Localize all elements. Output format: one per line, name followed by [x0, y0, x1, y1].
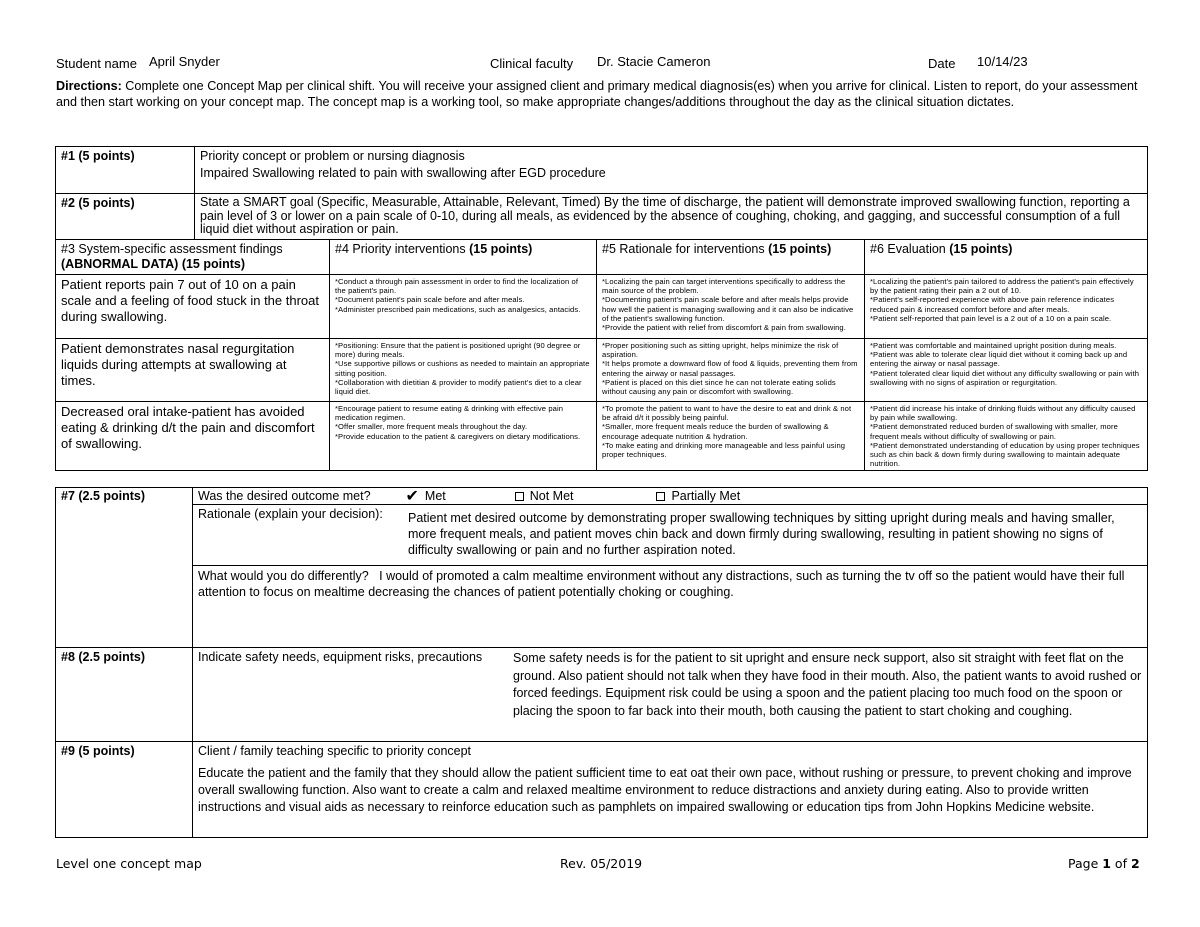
rationale-3-item: *Smaller, more frequent meals reduce the burden of swallowing & encourage adequate nutrition & hydration. — [602, 422, 829, 441]
col3-header-text: #3 System-specific assessment findings — [61, 242, 283, 256]
safety-row — [193, 648, 1148, 742]
rationale-1 — [597, 275, 865, 339]
rationale-2 — [597, 339, 865, 402]
col3-header-bold: (ABNORMAL DATA) (15 points) — [61, 257, 246, 271]
intervention-3-item: *Provide education to the patient & caregivers on dietary modifications. — [335, 431, 581, 441]
intervention-1-item: *Document patient's pain scale before and after meals. — [335, 295, 525, 305]
evaluation-2-item: *Patient was able to tolerate clear liquid diet without it coming back up and entering the airway or nasal passage. — [870, 350, 1128, 369]
finding-2: Patient demonstrates nasal regurgitation liquids during attempts at swallowing at times. — [56, 339, 330, 402]
teaching-title: Client / family teaching specific to priority concept — [198, 744, 472, 758]
section2-label: #2 (5 points) — [56, 194, 195, 240]
section1-title: Priority concept or problem or nursing diagnosis — [200, 149, 465, 163]
intervention-1-item: *Administer prescribed pain medications, such as analgesics, antacids. — [335, 304, 581, 314]
intervention-3-item: *Encourage patient to resume eating & drinking with effective pain medication regimen. — [335, 404, 564, 423]
col6-header-text: #6 Evaluation — [870, 242, 946, 256]
finding-1: Patient reports pain 7 out of 10 on a pain scale and a feeling of food stuck in the throat during swallowing. — [56, 275, 330, 339]
col4-header — [330, 240, 597, 275]
date-value: 10/14/23 — [977, 54, 1028, 69]
rationale-text: Patient met desired outcome by demonstrating proper swallowing techniques by sitting upright during meals and having smaller, more frequent meals, and patient moves chin back and down firmly during swallowing, resulting in patient showing no signs of difficulty swallowing or pain and no further aspiration noted. — [408, 511, 1115, 557]
option-not-met[interactable]: Not Met — [529, 489, 574, 503]
col4-header-bold: (15 points) — [469, 242, 533, 256]
section7-label: #7 (2.5 points) — [56, 488, 193, 648]
section1-content — [195, 147, 1148, 194]
intervention-2-item: *Positioning: Ensure that the patient is positioned upright (90 degree or more) during meals. — [335, 341, 581, 360]
outcome-table — [55, 487, 1148, 838]
intervention-1 — [330, 275, 597, 339]
section1-label: #1 (5 points) — [56, 147, 195, 194]
intervention-2-item: *Collaboration with dietitian & provider to modify patient's diet to a clear liquid diet. — [335, 377, 582, 397]
date-label: Date — [928, 56, 956, 71]
finding-3: Decreased oral intake-patient has avoided eating & drinking d/t the pain and discomfort of swallowing. — [56, 402, 330, 471]
col3-header — [56, 240, 330, 275]
rationale-2-item: *Proper positioning such as sitting upright, helps minimize the risk of aspiration. — [602, 341, 839, 360]
section9-label: #9 (5 points) — [56, 742, 193, 838]
col6-header — [865, 240, 1148, 275]
evaluation-1 — [865, 275, 1148, 339]
teaching-text: Educate the patient and the family that they should allow the patient sufficient time to eat oat their own pace, without rushing or pressure, to prevent choking and improve overall swallowing function. Also want to create a calm and relaxed mealtime environment to reduce distractions and anxiety during eating. Also to provide written instructions and visual aids as necessary to reinforce education such as pamphlets on impaired swallowing or education tips from John Hopkins Medicine website. — [198, 766, 1132, 814]
rationale-3-item: *To promote the patient to want to have the desire to eat and drink & not be afraid d/t it possibly being painful. — [602, 404, 852, 423]
option-met[interactable]: Met — [424, 489, 446, 503]
page-of: of — [1110, 856, 1131, 871]
rationale-1-item: *Documenting patient's pain scale before and after meals helps provide how well the patient is managing swallowing and it can also be indicative of the patient's swallowing function. — [602, 295, 854, 323]
evaluation-2 — [865, 339, 1148, 402]
page-total: 2 — [1130, 856, 1140, 871]
directions — [56, 79, 1148, 110]
footer-revision: Rev. 05/2019 — [560, 856, 643, 871]
rationale-label: Rationale (explain your decision): — [198, 507, 383, 521]
differently-label: What would you do differently? — [198, 569, 369, 583]
col4-header-text: #4 Priority interventions — [335, 242, 466, 256]
evaluation-1-item: *Patient self-reported that pain level is a 2 out of a 10 on a pain scale. — [870, 313, 1112, 323]
checkbox-not-met[interactable] — [515, 492, 524, 501]
rationale-2-item: *Patient is placed on this diet since he can not tolerate eating solids without causing any pain or discomfort with swallowing. — [602, 377, 836, 397]
evaluation-3-item: *Patient did increase his intake of drinking fluids without any difficulty caused by pain while swallowing. — [870, 404, 1136, 423]
check-icon[interactable]: ✔ — [405, 487, 419, 505]
rationale-1-item: *Provide the patient with relief from discomfort & pain from swallowing. — [602, 323, 846, 333]
evaluation-1-item: *Localizing the patient's pain tailored to address the patient's pain effectively by the patient rating their pain a 2 out of 10. — [870, 277, 1134, 296]
evaluation-3-item: *Patient demonstrated reduced burden of swallowing with smaller, more frequent meals without difficulty of swallowing or pain. — [870, 422, 1118, 441]
teaching-row — [193, 742, 1148, 838]
footer-page — [1068, 856, 1140, 871]
clinical-faculty-value: Dr. Stacie Cameron — [597, 54, 711, 69]
outcome-question: Was the desired outcome met? — [198, 489, 371, 503]
intervention-2 — [330, 339, 597, 402]
clinical-faculty-label: Clinical faculty — [490, 56, 574, 71]
section8-label: #8 (2.5 points) — [56, 648, 193, 742]
rationale-3-item: *To make eating and drinking more manageable and less painful using proper techniques. — [602, 440, 846, 460]
checkbox-partially-met[interactable] — [656, 492, 665, 501]
differently-text: I would of promoted a calm mealtime environment without any distractions, such as turning the tv off so the patient would have their full attention to focus on mealtime decreasing the chances of patient potentially choking or coughing. — [198, 569, 1125, 599]
directions-text: Complete one Concept Map per clinical shift. You will receive your assigned client and primary medical diagnosis(es) when you arrive for clinical. Listen to report, do your assessment and then start working on your concept map. The concept map is a working tool, so make appropriate changes/additions throughout the day as the clinical situation dictates. — [56, 79, 1138, 109]
col5-header — [597, 240, 865, 275]
safety-text: Some safety needs is for the patient to sit upright and ensure neck support, also sit straight with feet flat on the ground. Also patient should not talk when they have food in their mouth. Also, the patient wants to avoid rushed or forced feedings. Equipment risk could be using a spoon and the patient placing too much food on the spoon or placing the spoon to far back into their mouth, both causing the patient to start choking and coughing. — [513, 651, 1142, 718]
col6-header-bold: (15 points) — [949, 242, 1013, 256]
rationale-1-item: *Localizing the pain can target interventions specifically to address the main source of the problem. — [602, 277, 846, 296]
intervention-3-item: *Offer smaller, more frequent meals throughout the day. — [335, 422, 528, 432]
col5-header-bold: (15 points) — [768, 242, 832, 256]
differently-row — [193, 566, 1148, 648]
evaluation-3-item: *Patient demonstrated understanding of education by using proper techniques such as chin back & down firmly during swallowing to maintain adequate nutrition. — [870, 440, 1140, 469]
evaluation-1-item: *Patient's self-reported experience with above pain reference indicates reduced pain & increased comfort before and after meals. — [870, 295, 1115, 314]
student-name-value: April Snyder — [149, 54, 220, 69]
outcome-question-row — [193, 488, 1148, 505]
evaluation-3 — [865, 402, 1148, 471]
intervention-3 — [330, 402, 597, 471]
page-prefix: Page — [1068, 856, 1103, 871]
intervention-2-item: *Use supportive pillows or cushions as needed to maintain an appropriate sitting position. — [335, 359, 590, 378]
directions-label: Directions: — [56, 79, 122, 93]
section1-answer: Impaired Swallowing related to pain with swallowing after EGD procedure — [200, 166, 606, 180]
student-name-label: Student name — [56, 56, 137, 71]
evaluation-2-item: *Patient was comfortable and maintained upright position during meals. — [870, 341, 1117, 350]
rationale-2-item: *It helps promote a downward flow of food & liquids, preventing them from entering the airway or nasal passages. — [602, 359, 858, 378]
option-partially-met[interactable]: Partially Met — [671, 489, 741, 503]
section2-smart-goal: State a SMART goal (Specific, Measurable, Attainable, Relevant, Timed) By the time of discharge, the patient will demonstrate improved swallowing function, reporting a pain level of 3 or lower on a pain scale of 0-10, during all meals, as evidenced by the absence of coughing, choking, and gagging, and successful consumption of a full liquid diet without aspiration or pain. — [195, 194, 1148, 240]
rationale-3 — [597, 402, 865, 471]
safety-label: Indicate safety needs, equipment risks, precautions — [198, 650, 483, 664]
rationale-row — [193, 505, 1148, 566]
col5-header-text: #5 Rationale for interventions — [602, 242, 765, 256]
evaluation-2-item: *Patient tolerated clear liquid diet without any difficulty swallowing or pain with swallowing with no signs of aspiration or regurgitation. — [870, 368, 1140, 387]
page-number: 1 — [1102, 856, 1111, 871]
footer-left: Level one concept map — [56, 856, 202, 871]
concept-map-table — [55, 146, 1148, 471]
intervention-1-item: *Conduct a through pain assessment in order to find the localization of the patient's pain. — [335, 277, 579, 296]
